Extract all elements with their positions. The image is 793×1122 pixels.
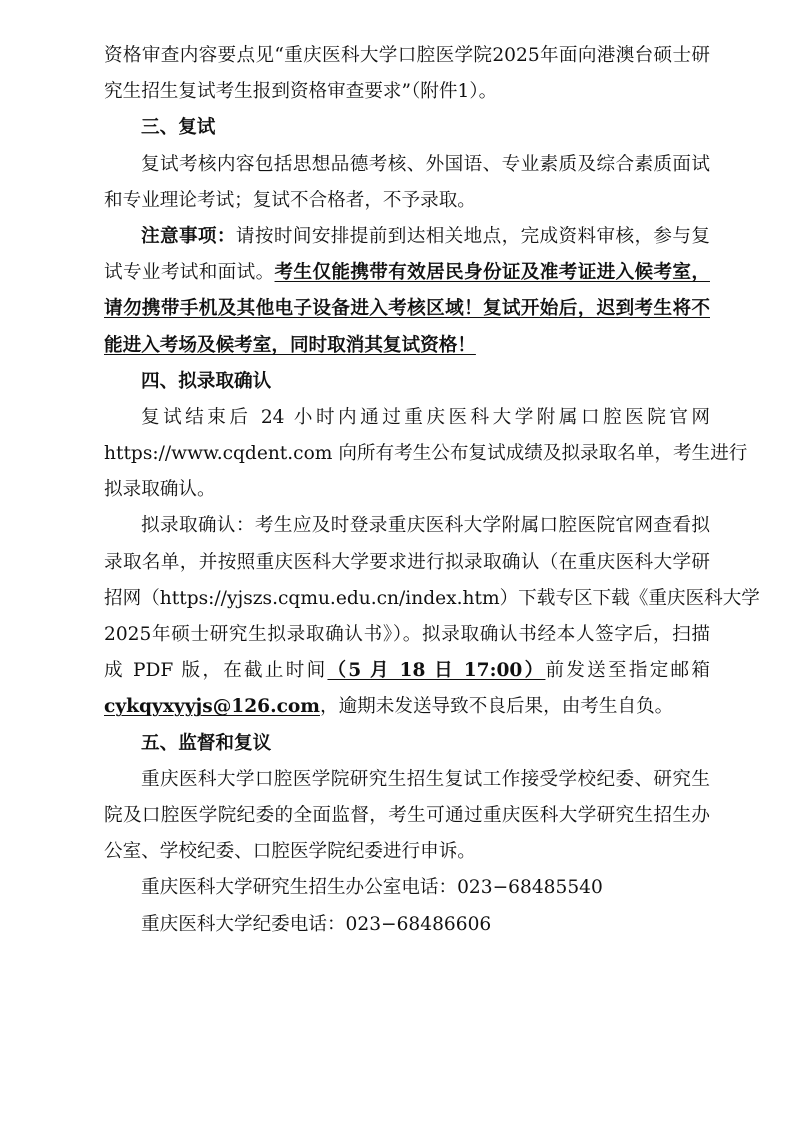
paragraph-line: https://www.cqdent.com 向所有考生公布复试成绩及拟录取名单，考生进行: [104, 443, 748, 465]
paragraph-line: 公室、学校纪委、口腔医学院纪委进行申诉。: [104, 841, 476, 863]
deadline-line: [104, 659, 710, 683]
deadline-suffix: 前发送至指定邮箱: [545, 660, 710, 682]
paragraph-line: 录取名单，并按照重庆医科大学要求进行拟录取确认（在重庆医科大学研: [104, 551, 710, 573]
email-address: cykqyxyyjs@126.com: [104, 696, 320, 718]
email-suffix: ，逾期未发送导致不良后果，由考生自负。: [319, 696, 674, 718]
notice-emphasis: 请勿携带手机及其他电子设备进入考核区域！复试开始后，迟到考生将不: [104, 298, 710, 320]
paragraph-line: 究生招生复试考生报到资格审查要求”（附件1）。: [104, 81, 498, 103]
paragraph-line: 招网（https://yjszs.cqmu.edu.cn/index.htm）下载专区下载《重庆医科大学: [104, 587, 760, 609]
document-page: [104, 44, 760, 949]
paragraph-line: 重庆医科大学口腔医学院研究生招生复试工作接受学校纪委、研究生: [141, 768, 710, 790]
section-heading-supervision: 五、监督和复议: [141, 732, 272, 754]
deadline-value: （5 月 18 日 17:00）: [327, 660, 546, 682]
section-heading-admission: 四、拟录取确认: [141, 370, 272, 392]
notice-line: [104, 225, 710, 249]
deadline-prefix: 成 PDF 版，在截止时间: [104, 660, 328, 682]
contact-discipline-phone: 重庆医科大学纪委电话：023−68486606: [141, 913, 492, 935]
notice-line: [104, 334, 710, 358]
paragraph-line: 拟录取确认。: [104, 479, 216, 501]
notice-text: 请按时间安排提前到达相关地点，完成资料审核，参与复: [235, 225, 710, 247]
section-heading-retest: 三、复试: [141, 117, 216, 139]
notice-text: 试专业考试和面试。: [104, 262, 275, 284]
paragraph-line: 复试考核内容包括思想品德考核、外国语、专业素质及综合素质面试: [141, 153, 710, 175]
paragraph-line: 2025年硕士研究生拟录取确认书》）。拟录取确认书经本人签字后，扫描: [104, 624, 710, 645]
paragraph-line: 资格审查内容要点见“重庆医科大学口腔医学院2025年面向港澳台硕士研: [104, 45, 710, 66]
paragraph-line: 院及口腔医学院纪委的全面监督，考生可通过重庆医科大学研究生招生办: [104, 804, 710, 826]
notice-label: 注意事项：: [141, 225, 236, 247]
notice-emphasis: 能进入考场及候考室，同时取消其复试资格！: [104, 334, 476, 356]
contact-office-phone: 重庆医科大学研究生招生办公室电话：023−68485540: [141, 877, 603, 899]
notice-line: [104, 261, 710, 285]
paragraph-line: 复试结束后 24 小时内通过重庆医科大学附属口腔医院官网: [141, 406, 710, 428]
paragraph-line: 和专业理论考试；复试不合格者，不予录取。: [104, 189, 476, 211]
paragraph-line: 拟录取确认：考生应及时登录重庆医科大学附属口腔医院官网查看拟: [141, 515, 710, 537]
email-line: [104, 695, 710, 719]
notice-emphasis: 考生仅能携带有效居民身份证及准考证进入候考室，: [274, 262, 710, 284]
